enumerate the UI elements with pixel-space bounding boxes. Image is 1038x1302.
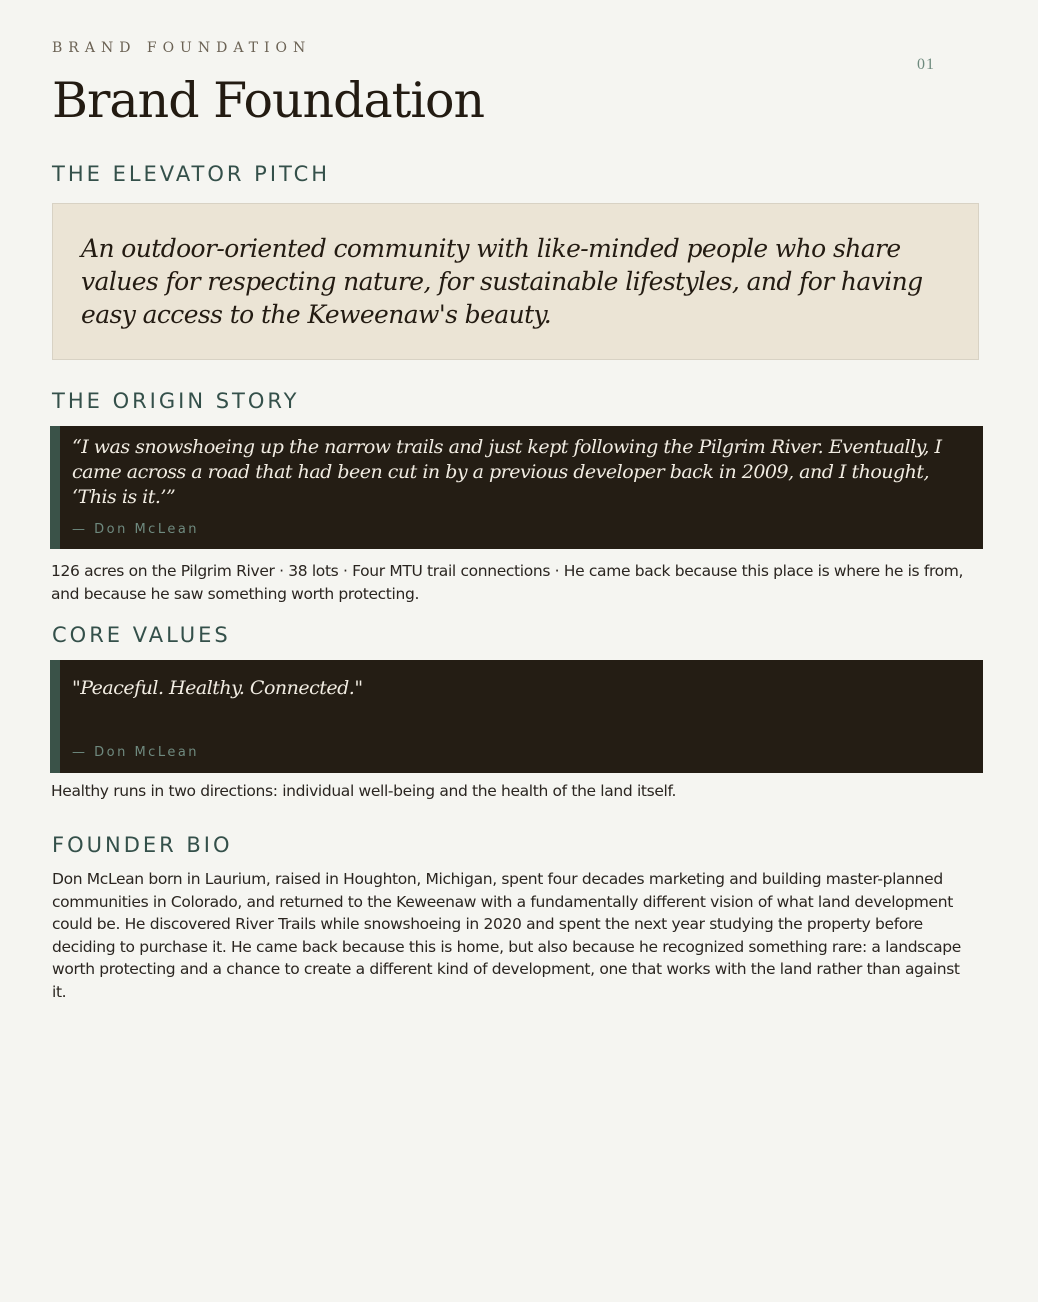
core-values-quote-attribution: — Don McLean	[72, 745, 200, 760]
origin-story-summary: 126 acres on the Pilgrim River · 38 lots · Four MTU trail connections · He came back because this place is where he is from, and because he saw something worth protecting.	[51, 562, 964, 603]
founder-bio-text: Don McLean born in Laurium, raised in Houghton, Michigan, spent four decades marketing and building master-planned communities in Colorado, and returned to the Keweenaw with a fundamentally different vision of what land development could be. He discovered River Trails while snowshoeing in 2020 and spent the next year studying the property before deciding to purchase it. He came back because this is home, but also because he recognized something rare: a landscape worth protecting and a chance to create a different kind of development, one that works with the land rather than against it.	[52, 870, 961, 1001]
core-values-summary: Healthy runs in two directions: individual well-being and the health of the land itself.	[51, 782, 677, 800]
core-values-quote-box	[50, 660, 983, 773]
eyebrow-label: BRAND FOUNDATION	[52, 40, 312, 56]
origin-quote-text: “I was snowshoeing up the narrow trails and just kept following the Pilgrim River. Eventually, I came across a road that had been cut in by a previous developer back in 2009, and I thought, ‘This is it.’”	[72, 436, 942, 508]
origin-story-heading: THE ORIGIN STORY	[52, 389, 300, 413]
elevator-pitch-heading: THE ELEVATOR PITCH	[52, 162, 331, 186]
elevator-pitch-box	[52, 203, 979, 360]
core-values-quote-text: "Peaceful. Healthy. Connected."	[72, 677, 363, 699]
page-number: 01	[917, 56, 935, 73]
elevator-pitch-text: An outdoor-oriented community with like-minded people who share values for respecting nature, for sustainable lifestyles, and for having easy access to the Keweenaw's beauty.	[81, 234, 923, 329]
origin-quote-attribution: — Don McLean	[72, 522, 200, 537]
origin-quote-box	[50, 426, 983, 549]
core-values-heading: CORE VALUES	[52, 623, 231, 647]
founder-bio-heading: FOUNDER BIO	[52, 833, 233, 857]
page-title: Brand Foundation	[52, 72, 485, 129]
